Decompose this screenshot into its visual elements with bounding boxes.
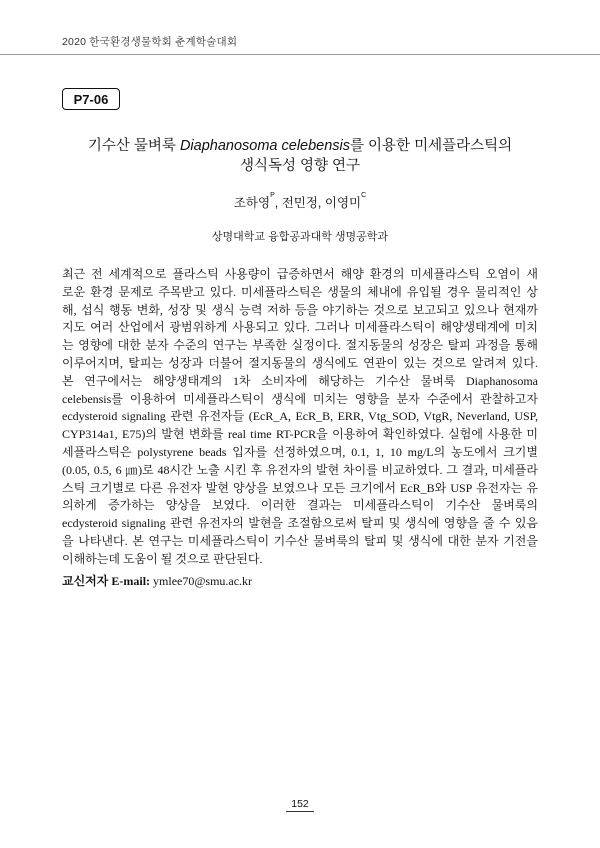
author-3: 이영미 [324, 196, 362, 210]
abstract-line: 스틱 크기별로 다른 유전자 발현 양상을 보였으나 모든 크기에서 EcR_B와 USP 유전자는 유 [62, 480, 538, 495]
abstract-line: celebensis를 이용하여 미세플라스틱이 생식에 미치는 영향을 분자 수준에서 관찰하고자 [62, 391, 538, 406]
abstract-line: CYP314a1, E75)의 발현 변화를 real time RT-PCR을 이용하여 확인하였다. 실험에 사용한 미 [62, 427, 538, 442]
author-3-mark: C [361, 192, 367, 199]
abstract-line: 해, 섭식 행동 변화, 성장 및 생식 능력 저하 등을 야기하는 것으로 보고되고 있으나 현재까 [62, 302, 538, 317]
title-line-1 [62, 134, 538, 155]
abstract-line: ecdysteroid signaling 관련 유전자들 (EcR_A, EcR_B, ERR, Vtg_SOD, VtgR, Neverland, USP, [62, 409, 538, 424]
page-number [0, 798, 600, 812]
correspondence [62, 572, 252, 589]
abstract-line: 로운 환경 문제로 주목받고 있다. 미세플라스틱은 생물의 체내에 유입될 경우 물리적인 상 [62, 284, 538, 299]
abstract-line: 세플라스틱은 polystyrene beads 입자를 선정하였으며, 0.1, 1, 10 mg/L의 농도에서 크기별 [62, 444, 538, 459]
header-divider [0, 54, 600, 55]
running-header: 2020 한국환경생물학회 춘계학술대회 [62, 36, 238, 48]
abstract-body [62, 266, 538, 569]
author-1-mark: P [270, 192, 275, 199]
abstract-line: 는 영향에 대한 분자 수준의 연구는 부족한 실정이다. 절지동물의 성장은 탈피 과정을 통해 [62, 338, 538, 353]
page-number-text: 152 [286, 798, 314, 812]
correspondence-email: ymlee70@smu.ac.kr [150, 574, 253, 588]
abstract-line: 최근 전 세계적으로 플라스틱 사용량이 급증하면서 해양 환경의 미세플라스틱 오염이 새 [62, 267, 538, 281]
title-prefix: 기수산 물벼룩 [87, 138, 180, 154]
title-species: Diaphanosoma celebensis [179, 138, 351, 154]
poster-code-badge: P7-06 [62, 88, 120, 110]
abstract-line: 을 나타낸다. 본 연구는 미세플라스틱이 기수산 물벼룩의 탈피 및 생식에 대한 분자 기전을 [62, 533, 538, 548]
author-2: 전민정 [281, 196, 318, 210]
abstract-line: 지도 여러 산업에서 광범위하게 사용되고 있다. 그러나 미세플라스틱이 해양생태계에 미치 [62, 320, 538, 335]
abstract-line: 이루어지며, 탈피는 성장과 더불어 절지동물의 생식에도 연관이 있는 것으로 알려져 있다. [62, 355, 538, 370]
abstract-line: 이해하는데 도움이 될 것으로 판단된다. [62, 551, 263, 566]
author-1: 조하영 [233, 196, 271, 210]
correspondence-label: 교신저자 E-mail: [62, 574, 151, 588]
abstract-line: (0.05, 0.5, 6 ㎛)로 48시간 노출 시킨 후 유전자의 발현 차이를 비교하였다. 그 결과, 미세플라 [62, 462, 538, 477]
abstract-line: ecdysteroid signaling 관련 유전자의 발현을 조절함으로써 탈피 및 생식에 영향을 줄 수 있음 [62, 516, 538, 531]
title-line-2: 생식독성 영향 연구 [239, 158, 361, 174]
author-separator: , [317, 196, 325, 210]
author-list [62, 193, 538, 211]
abstract-line: 본 연구에서는 해양생태계의 1차 소비자에 해당하는 기수산 물벼룩 Diaphanosoma [62, 373, 538, 388]
author-separator: , [274, 196, 282, 210]
title-suffix: 를 이용한 미세플라스틱의 [350, 138, 513, 154]
abstract-line: 의하게 증가하는 양상을 보였다. 이러한 결과는 미세플라스틱이 기수산 물벼룩의 [62, 498, 538, 513]
affiliation: 상명대학교 융합공과대학 생명공학과 [211, 231, 389, 243]
